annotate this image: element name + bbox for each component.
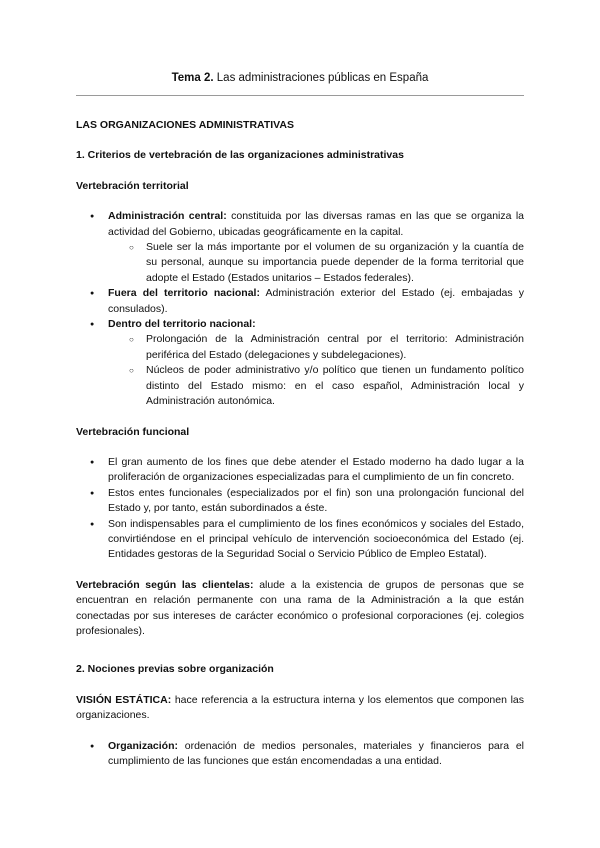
s1-heading: 1. Criterios de vertebración de las organizaciones administrativas — [76, 149, 404, 162]
list-item — [76, 286, 524, 317]
organizacion-list — [76, 739, 524, 770]
clientelas-paragraph — [76, 578, 524, 640]
list-item: ● Estos entes funcionales (especializados por el fin) son una prolongación funcional del Estado y, por tanto, están subordinados a éste. — [76, 486, 524, 517]
item-text: constituida por las diversas ramas en las que se organiza la actividad del Gobierno, ubicadas geográficamente en la capital. — [108, 210, 524, 238]
vision-paragraph — [76, 693, 524, 724]
clientelas-term: Vertebración según las clientelas: — [76, 578, 254, 591]
item-term: Fuera del territorio nacional: — [108, 287, 260, 300]
section-title: LAS ORGANIZACIONES ADMINISTRATIVAS — [76, 119, 294, 131]
item-text: ordenación de medios personales, materiales y financieros para el cumplimiento de las funciones que están encomendadas a una entidad. — [108, 739, 524, 767]
list-item: ● Son indispensables para el cumplimiento de los fines económicos y sociales del Estado, convirtiéndose en el principal vehículo de intervención socioeconómica del Estado (ej. Entidades gestoras de la Seguridad Social o Servicio Público de Empleo Estatal). — [76, 517, 524, 563]
sub-item-text: Suele ser la más importante por el volumen de su organización y la cuantía de su personal, aunque su importancia puede depender de la forma territorial que adopte el Estado (Estados unitarios – Estados federales). — [146, 241, 524, 284]
header-topic-title: Las administraciones públicas en España — [213, 72, 429, 84]
item-text: Administración exterior del Estado (ej. embajadas y consulados). — [108, 287, 524, 315]
document-body — [76, 118, 524, 769]
vision-term: VISIÓN ESTÁTICA: — [76, 693, 172, 706]
s2-heading: 2. Nociones previas sobre organización — [76, 663, 274, 676]
territorial-list — [76, 209, 524, 409]
list-item: ● El gran aumento de los fines que debe atender el Estado moderno ha dado lugar a la proliferación de organizaciones especializadas para el cumplimiento de un fin concreto. — [76, 455, 524, 486]
funcional-list — [76, 455, 524, 563]
sub-list-item — [76, 332, 524, 363]
sub-list-item — [76, 363, 524, 409]
clientelas-text: alude a la existencia de grupos de personas que se encuentran en relación permanente con una rama de la Administración a la que están conectadas por sus intereses de carácter económico o profesional corporaciones (ej. colegios profesionales). — [76, 578, 524, 637]
list-item — [76, 317, 524, 332]
item-term: Organización: — [108, 739, 179, 752]
list-item — [76, 739, 524, 770]
sub-list-item — [76, 240, 524, 286]
sub-item-text: Prolongación de la Administración central por el territorio: Administración periférica del Estado (delegaciones y subdelegaciones). — [146, 333, 524, 361]
list-item — [76, 209, 524, 240]
header-topic-number: Tema 2. — [171, 72, 214, 84]
sub-item-text: Núcleos de poder administrativo y/o político que tienen un fundamento político distinto del Estado mismo: en el caso español, Administración local y Administración autonómica. — [146, 364, 524, 408]
page-header — [0, 72, 600, 84]
item-term: Administración central: — [108, 210, 227, 223]
header-divider — [76, 95, 524, 96]
funcional-heading: Vertebración funcional — [76, 425, 190, 438]
territorial-heading: Vertebración territorial — [76, 179, 189, 192]
item-term: Dentro del territorio nacional: — [108, 318, 256, 331]
vision-text: hace referencia a la estructura interna y los elementos que componen las organizaciones. — [76, 693, 524, 722]
